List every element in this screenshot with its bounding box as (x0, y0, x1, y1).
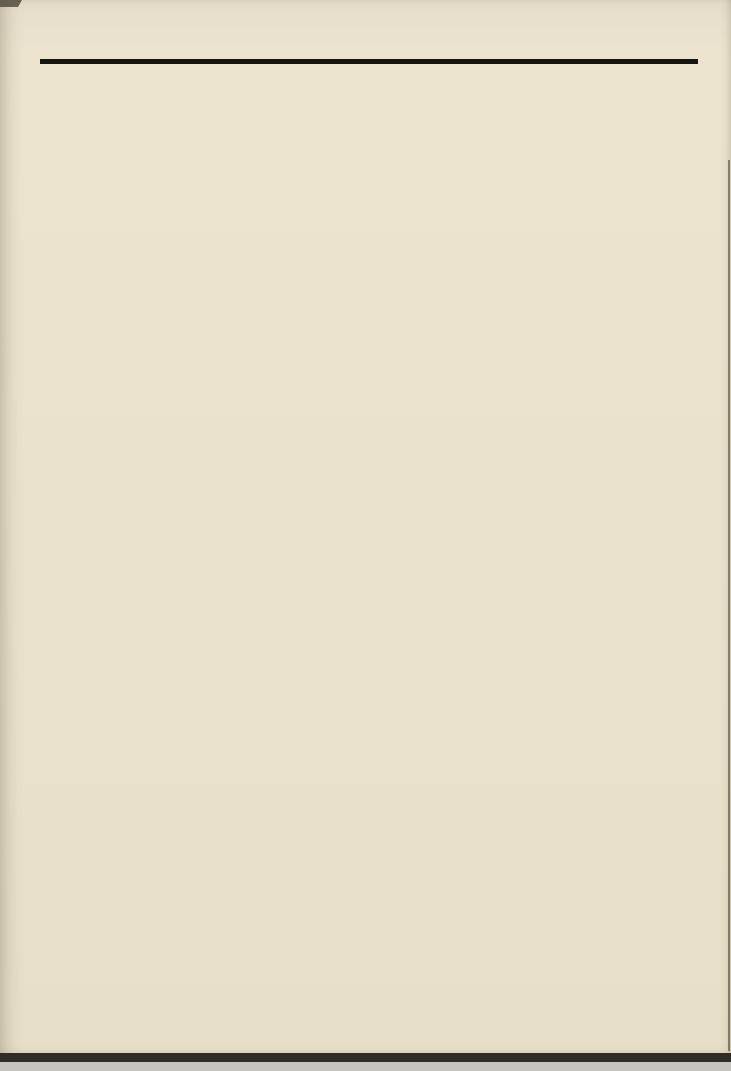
index-columns (36, 76, 712, 1053)
scan-edge-bottom-dark (0, 1053, 731, 1062)
header-rule (40, 59, 698, 64)
scan-edge-right (728, 160, 730, 1051)
page-header (42, 34, 699, 58)
scan-edge-bottom (0, 1053, 731, 1071)
